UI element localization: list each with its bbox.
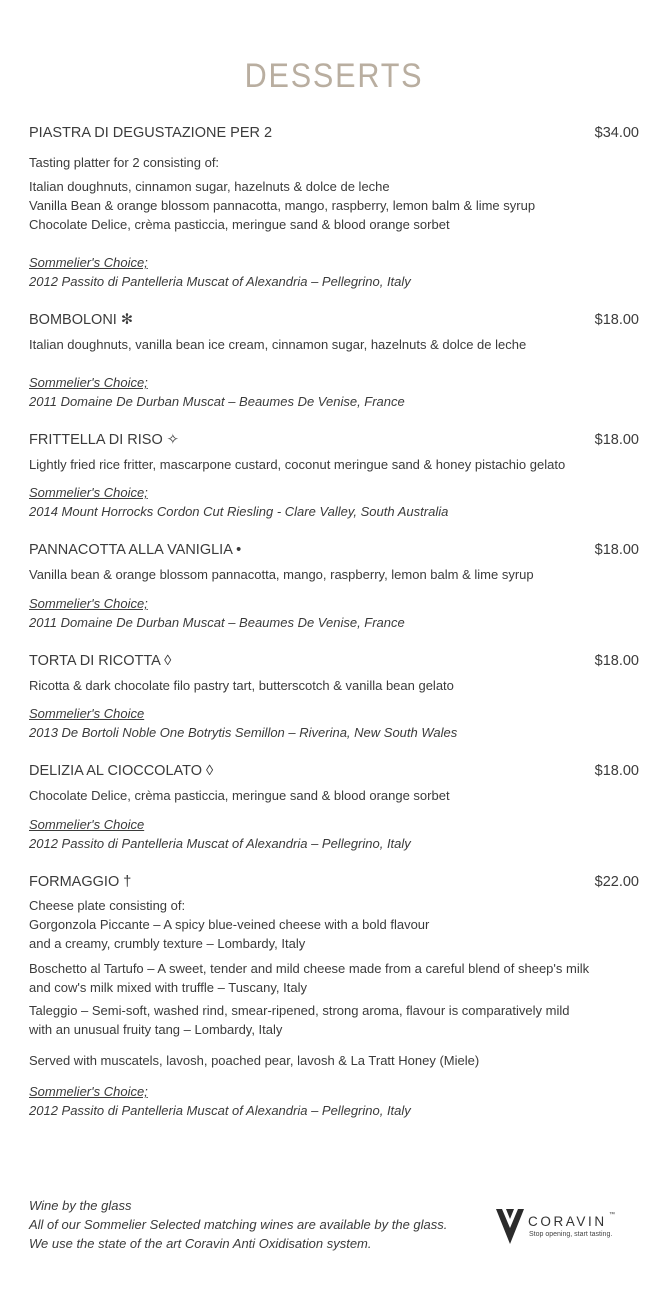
wine-pairing: 2012 Passito di Pantelleria Muscat of Alexandria – Pellegrino, Italy [29,1103,411,1118]
item-price: $18.00 [594,763,639,779]
item-name: DELIZIA AL CIOCCOLATO ◊ [29,763,214,779]
item-price: $22.00 [594,874,639,890]
item-name: PANNACOTTA ALLA VANIGLIA • [29,542,242,558]
item-description: Taleggio – Semi-soft, washed rind, smear-ripened, strong aroma, flavour is comparatively mild [29,1003,570,1018]
item-name: PIASTRA DI DEGUSTAZIONE PER 2 [29,125,273,141]
sommelier-label: Sommelier's Choice; [29,255,148,270]
sommelier-label: Sommelier's Choice [29,817,145,832]
item-description: Served with muscatels, lavosh, poached pear, lavosh & La Tratt Honey (Miele) [29,1053,480,1068]
item-description: Chocolate Delice, crèma pasticcia, meringue sand & blood orange sorbet [29,788,450,803]
wine-pairing: 2013 De Bortoli Noble One Botrytis Semillon – Riverina, New South Wales [29,725,458,740]
wine-pairing: 2012 Passito di Pantelleria Muscat of Alexandria – Pellegrino, Italy [29,274,411,289]
item-price: $34.00 [594,125,639,141]
item-price: $18.00 [594,432,639,448]
item-price: $18.00 [594,542,639,558]
wine-pairing: 2011 Domaine De Durban Muscat – Beaumes De Venise, France [29,615,405,630]
item-description: Gorgonzola Piccante – A spicy blue-veined cheese with a bold flavour [29,917,430,932]
coravin-tagline: Stop opening, start tasting. [529,1231,613,1238]
item-description: Boschetto al Tartufo – A sweet, tender and mild cheese made from a careful blend of sheep's milk [29,961,590,976]
sommelier-label: Sommelier's Choice [29,706,145,721]
coravin-wordmark: CORAVIN [528,1214,607,1229]
coravin-mark-icon [494,1206,526,1246]
footer-line: We use the state of the art Coravin Anti Oxidisation system. [29,1236,372,1251]
item-name: TORTA DI RICOTTA ◊ [29,653,172,669]
item-name: FORMAGGIO † [29,874,132,890]
wine-pairing: 2014 Mount Horrocks Cordon Cut Riesling - Clare Valley, South Australia [29,504,449,519]
item-description: Tasting platter for 2 consisting of: [29,155,220,170]
sommelier-label: Sommelier's Choice; [29,596,148,611]
wine-pairing: 2012 Passito di Pantelleria Muscat of Alexandria – Pellegrino, Italy [29,836,411,851]
item-description: Cheese plate consisting of: [29,898,186,913]
item-description: and cow's milk mixed with truffle – Tuscany, Italy [29,980,307,995]
trademark-mark: ™ [609,1212,615,1218]
item-description: Lightly fried rice fritter, mascarpone custard, coconut meringue sand & honey pistachio gelato [29,457,566,472]
wine-pairing: 2011 Domaine De Durban Muscat – Beaumes De Venise, France [29,394,405,409]
item-description: Ricotta & dark chocolate filo pastry tart, butterscotch & vanilla bean gelato [29,678,454,693]
item-name: BOMBOLONI ✻ [29,312,133,328]
item-description: Vanilla Bean & orange blossom pannacotta, mango, raspberry, lemon balm & lime syrup [29,198,536,213]
item-description: Chocolate Delice, crèma pasticcia, meringue sand & blood orange sorbet [29,217,450,232]
sommelier-label: Sommelier's Choice; [29,375,148,390]
footer-line: All of our Sommelier Selected matching wines are available by the glass. [29,1217,448,1232]
item-price: $18.00 [594,653,639,669]
sommelier-label: Sommelier's Choice; [29,1084,148,1099]
item-description: Vanilla bean & orange blossom pannacotta, mango, raspberry, lemon balm & lime syrup [29,567,534,582]
item-description: with an unusual fruity tang – Lombardy, Italy [29,1022,283,1037]
item-name: FRITTELLA DI RISO ✧ [29,432,179,448]
page-title: DESSERTS [244,57,424,95]
sommelier-label: Sommelier's Choice; [29,485,148,500]
item-description: Italian doughnuts, cinnamon sugar, hazelnuts & dolce de leche [29,179,390,194]
item-description: Italian doughnuts, vanilla bean ice cream, cinnamon sugar, hazelnuts & dolce de leche [29,337,527,352]
item-price: $18.00 [594,312,639,328]
footer-line: Wine by the glass [29,1198,132,1213]
coravin-logo [494,1206,624,1250]
item-description: and a creamy, crumbly texture – Lombardy, Italy [29,936,306,951]
